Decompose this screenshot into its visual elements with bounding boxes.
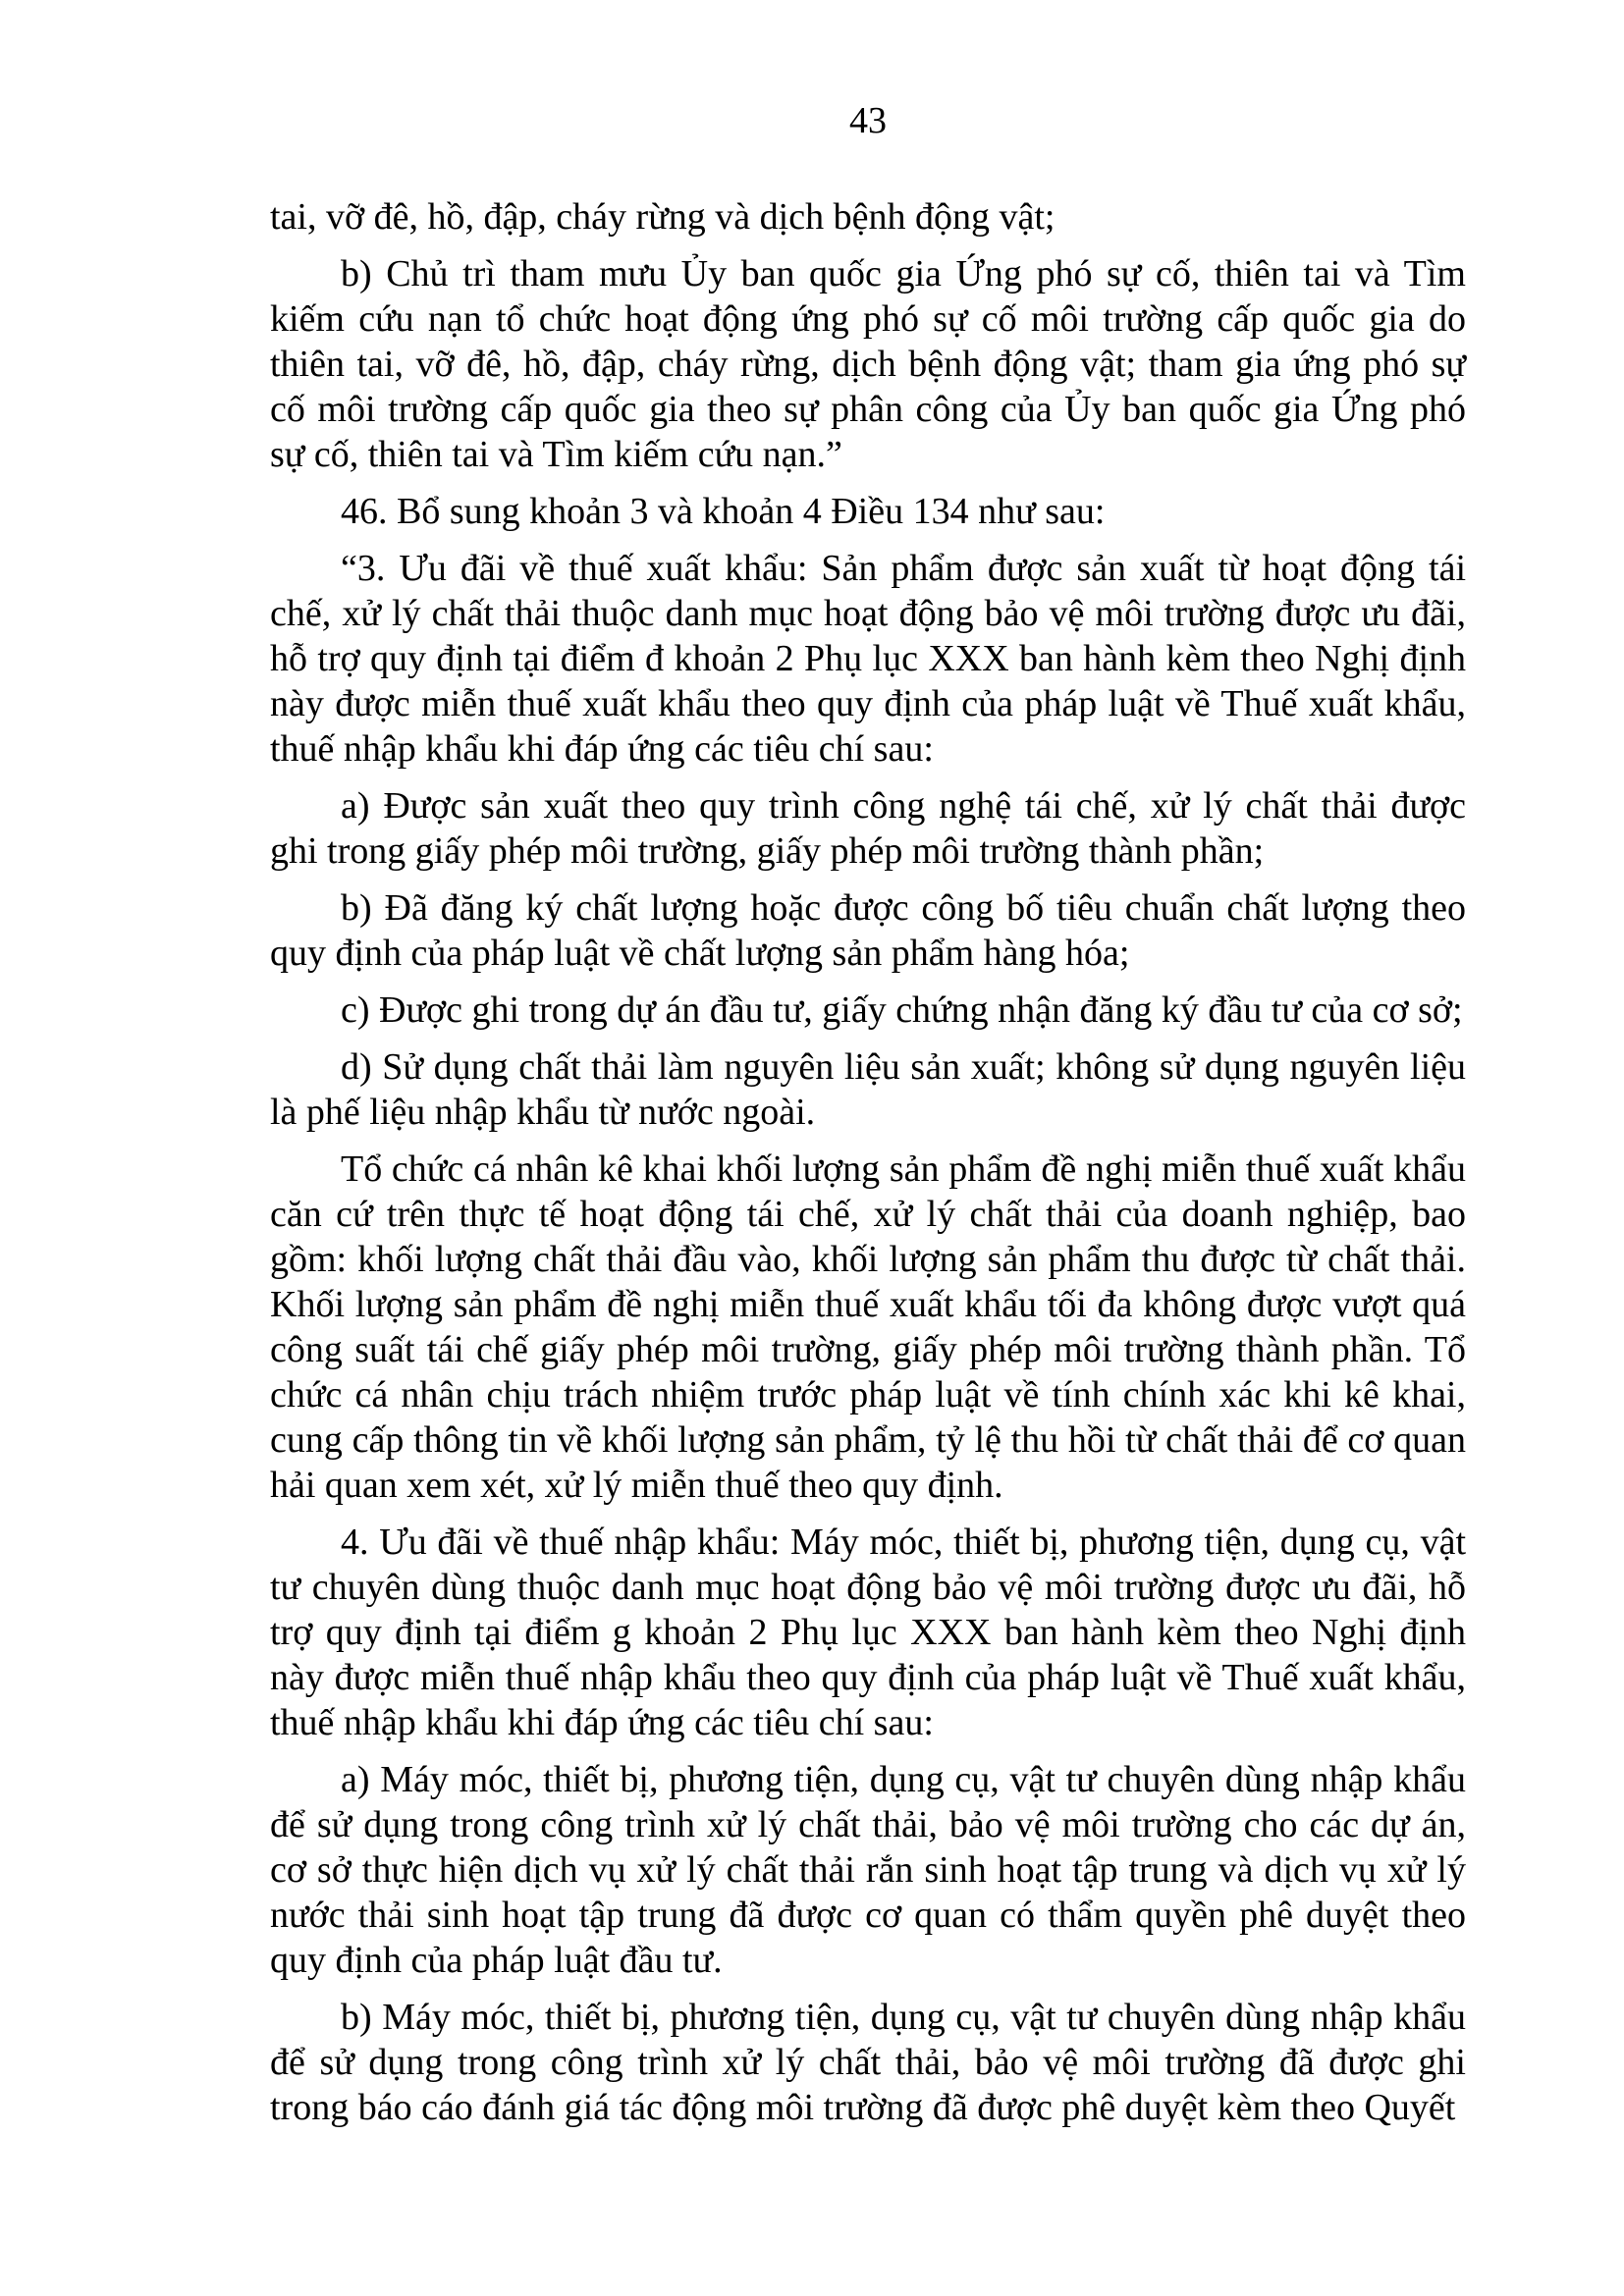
page-number: 43 xyxy=(849,100,887,141)
text-line: thuế nhập khẩu khi đáp ứng các tiêu chí sau: xyxy=(270,1702,934,1743)
paragraph xyxy=(270,1757,1466,1983)
text-line: a) Được sản xuất theo quy trình công nghệ tái chế, xử lý chất thải được xyxy=(341,785,1466,827)
text-line: “3. Ưu đãi về thuế xuất khẩu: Sản phẩm được sản xuất từ hoạt động tái xyxy=(341,548,1466,589)
text-line: cố môi trường cấp quốc gia theo sự phân công của Ủy ban quốc gia Ứng phó xyxy=(270,389,1466,430)
text-line: là phế liệu nhập khẩu từ nước ngoài. xyxy=(270,1092,816,1133)
paragraph xyxy=(270,251,1466,477)
text-line: để sử dụng trong công trình xử lý chất thải, bảo vệ môi trường đã được ghi xyxy=(270,2042,1466,2083)
text-line: kiếm cứu nạn tổ chức hoạt động ứng phó sự cố môi trường cấp quốc gia do xyxy=(270,298,1466,340)
paragraph xyxy=(270,194,1466,240)
paragraph xyxy=(270,988,1466,1033)
text-line: a) Máy móc, thiết bị, phương tiện, dụng cụ, vật tư chuyên dùng nhập khẩu xyxy=(341,1759,1466,1800)
text-line: để sử dụng trong công trình xử lý chất thải, bảo vệ môi trường cho các dự án, xyxy=(270,1804,1466,1845)
text-line: nước thải sinh hoạt tập trung đã được cơ quan có thẩm quyền phê duyệt theo xyxy=(270,1895,1466,1936)
text-line: tai, vỡ đê, hồ, đập, cháy rừng và dịch bệnh động vật; xyxy=(270,196,1056,238)
text-line: này được miễn thuế xuất khẩu theo quy định của pháp luật về Thuế xuất khẩu, xyxy=(270,683,1466,724)
text-line: thiên tai, vỡ đê, hồ, đập, cháy rừng, dịch bệnh động vật; tham gia ứng phó sự xyxy=(270,344,1466,385)
paragraph xyxy=(270,546,1466,772)
text-line: chức cá nhân chịu trách nhiệm trước pháp luật về tính chính xác khi kê khai, xyxy=(270,1374,1466,1415)
paragraph xyxy=(270,1147,1466,1508)
text-line: b) Máy móc, thiết bị, phương tiện, dụng cụ, vật tư chuyên dùng nhập khẩu xyxy=(341,1997,1466,2038)
text-line: công suất tái chế giấy phép môi trường, giấy phép môi trường thành phần. Tổ xyxy=(270,1329,1466,1370)
text-line: ghi trong giấy phép môi trường, giấy phép môi trường thành phần; xyxy=(270,830,1265,872)
text-line: quy định của pháp luật về chất lượng sản phẩm hàng hóa; xyxy=(270,933,1130,974)
paragraph xyxy=(270,489,1466,534)
text-line: trợ quy định tại điểm g khoản 2 Phụ lục XXX ban hành kèm theo Nghị định xyxy=(270,1612,1466,1653)
paragraph xyxy=(270,1520,1466,1745)
text-line: Tổ chức cá nhân kê khai khối lượng sản phẩm đề nghị miễn thuế xuất khẩu xyxy=(341,1148,1466,1190)
text-line: cung cấp thông tin về khối lượng sản phẩm, tỷ lệ thu hồi từ chất thải để cơ quan xyxy=(270,1419,1466,1461)
text-line: căn cứ trên thực tế hoạt động tái chế, xử lý chất thải của doanh nghiệp, bao xyxy=(270,1194,1466,1235)
text-line: hỗ trợ quy định tại điểm đ khoản 2 Phụ lục XXX ban hành kèm theo Nghị định xyxy=(270,638,1466,679)
paragraph xyxy=(270,783,1466,874)
text-line: thuế nhập khẩu khi đáp ứng các tiêu chí sau: xyxy=(270,728,934,770)
text-line: hải quan xem xét, xử lý miễn thuế theo quy định. xyxy=(270,1465,1003,1506)
text-line: 4. Ưu đãi về thuế nhập khẩu: Máy móc, thiết bị, phương tiện, dụng cụ, vật xyxy=(341,1522,1466,1563)
text-line: chế, xử lý chất thải thuộc danh mục hoạt động bảo vệ môi trường được ưu đãi, xyxy=(270,593,1466,634)
text-line: này được miễn thuế nhập khẩu theo quy định của pháp luật về Thuế xuất khẩu, xyxy=(270,1657,1466,1698)
text-line: 46. Bổ sung khoản 3 và khoản 4 Điều 134 như sau: xyxy=(341,491,1106,532)
text-line: tư chuyên dùng thuộc danh mục hoạt động bảo vệ môi trường được ưu đãi, hỗ xyxy=(270,1567,1466,1608)
paragraph xyxy=(270,885,1466,976)
paragraph xyxy=(270,1044,1466,1135)
text-line: gồm: khối lượng chất thải đầu vào, khối lượng sản phẩm thu được từ chất thải. xyxy=(270,1239,1466,1280)
text-line: trong báo cáo đánh giá tác động môi trường đã được phê duyệt kèm theo Quyết xyxy=(270,2087,1456,2128)
text-line: d) Sử dụng chất thải làm nguyên liệu sản xuất; không sử dụng nguyên liệu xyxy=(341,1046,1466,1088)
paragraph xyxy=(270,1995,1466,2130)
text-line: b) Đã đăng ký chất lượng hoặc được công bố tiêu chuẩn chất lượng theo xyxy=(341,887,1466,929)
text-line: sự cố, thiên tai và Tìm kiếm cứu nạn.” xyxy=(270,434,842,475)
text-line: c) Được ghi trong dự án đầu tư, giấy chứng nhận đăng ký đầu tư của cơ sở; xyxy=(341,989,1463,1031)
text-line: cơ sở thực hiện dịch vụ xử lý chất thải rắn sinh hoạt tập trung và dịch vụ xử lý xyxy=(270,1849,1466,1891)
text-line: b) Chủ trì tham mưu Ủy ban quốc gia Ứng phó sự cố, thiên tai và Tìm xyxy=(341,253,1466,294)
text-line: Khối lượng sản phẩm đề nghị miễn thuế xuất khẩu tối đa không được vượt quá xyxy=(270,1284,1466,1325)
text-line: quy định của pháp luật đầu tư. xyxy=(270,1940,723,1981)
document-body xyxy=(270,194,1466,2130)
